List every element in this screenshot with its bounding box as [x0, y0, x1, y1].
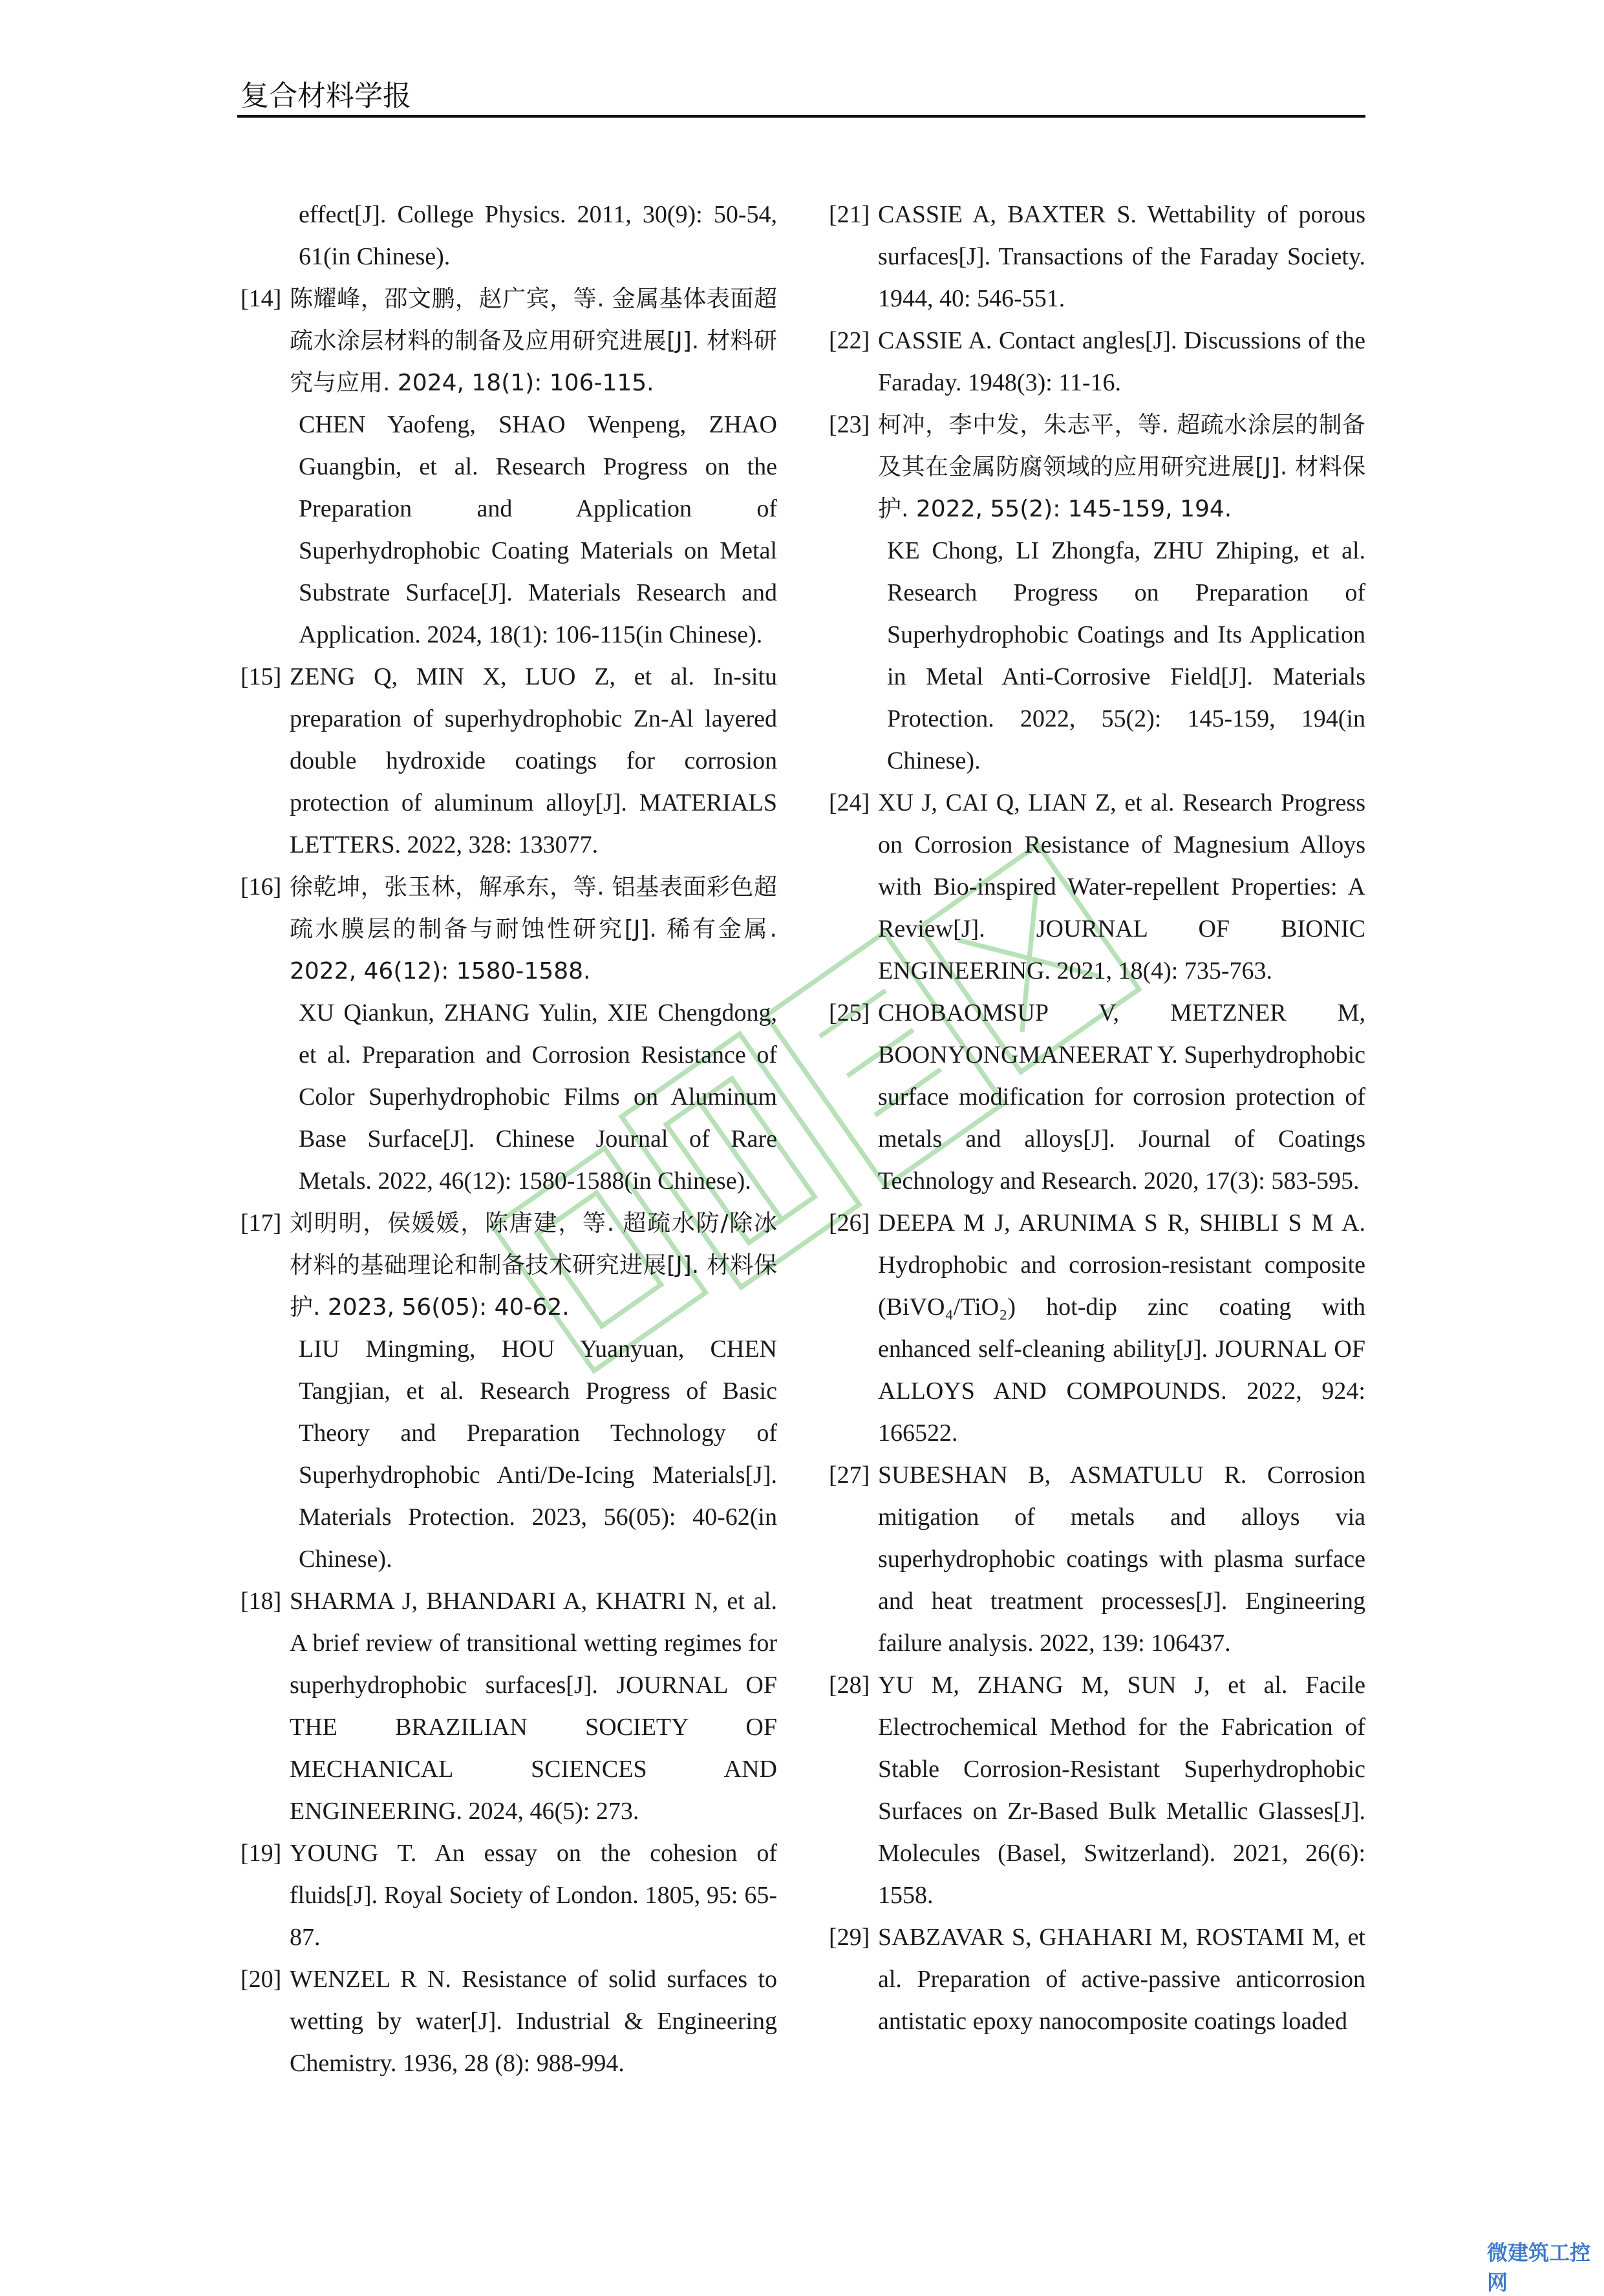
reference-item-18 — [241, 1580, 777, 1833]
reference-item-25 — [829, 992, 1365, 1202]
reference-number: [25] — [829, 999, 870, 1026]
reference-item-16 — [241, 866, 777, 1202]
reference-number: [28] — [829, 1672, 870, 1699]
reference-item-24 — [829, 782, 1365, 992]
reference-translation: CHEN Yaofeng, SHAO Wenpeng, ZHAO Guangbin, et al. Research Progress on the Preparation and Application of Superhydrophobic Coating Materials on Metal Substrate Surface[J]. Materials Research and Application. 2024, 18(1): 106-115(in Chinese). — [299, 411, 777, 648]
reference-text: 徐乾坤，张玉林，解承东，等. 铝基表面彩色超疏水膜层的制备与耐蚀性研究[J]. 稀有金属. 2022, 46(12): 1580-1588. — [290, 874, 777, 984]
reference-item-21 — [829, 194, 1365, 320]
reference-text: 柯冲，李中发，朱志平，等. 超疏水涂层的制备及其在金属防腐领域的应用研究进展[J]. 材料保护. 2022, 55(2): 145-159, 194. — [878, 412, 1365, 522]
reference-text: SHARMA J, BHANDARI A, KHATRI N, et al. A brief review of transitional wetting regimes for superhydrophobic surfaces[J]. JOURNAL OF THE BRAZILIAN SOCIETY OF MECHANICAL SCIENCES AND ENGINEERING. 2024, 46(5): 273. — [290, 1588, 777, 1825]
reference-text: CHOBAOMSUP V, METZNER M, BOONYONGMANEERAT Y. Superhydrophobic surface modification for corrosion protection of metals and alloys[J]. Journal of Coatings Technology and Research. 2020, 17(3): 583-595. — [878, 999, 1366, 1195]
reference-text: SABZAVAR S, GHAHARI M, ROSTAMI M, et al. Preparation of active-passive anticorrosion antistatic epoxy nanocomposite coatings loaded — [878, 1924, 1365, 2035]
reference-number: [26] — [829, 1209, 870, 1237]
reference-number: [17] — [241, 1209, 282, 1237]
reference-number: [22] — [829, 327, 870, 354]
reference-translation: XU Qiankun, ZHANG Yulin, XIE Chengdong, et al. Preparation and Corrosion Resistance of Color Superhydrophobic Films on Aluminum Base Surface[J]. Chinese Journal of Rare Metals. 2022, 46(12): 1580-1588(in Chinese). — [299, 999, 777, 1195]
reference-item-23 — [829, 404, 1365, 782]
journal-title: 复合材料学报 — [241, 80, 411, 112]
reference-text: 陈耀峰，邵文鹏，赵广宾，等. 金属基体表面超疏水涂层材料的制备及应用研究进展[J]. 材料研究与应用. 2024, 18(1): 106-115. — [290, 286, 777, 396]
reference-number: [21] — [829, 201, 870, 228]
reference-number: [29] — [829, 1924, 870, 1951]
reference-number: [19] — [241, 1840, 282, 1867]
reference-item-27 — [829, 1454, 1365, 1664]
reference-number: [27] — [829, 1462, 870, 1489]
reference-text: DEEPA M J, ARUNIMA S R, SHIBLI S M A. Hydrophobic and corrosion-resistant composite (BiVO₄/TiO₂) hot-dip zinc coating with enhanced self-cleaning ability[J]. JOURNAL OF ALLOYS AND COMPOUNDS. 2022, 924: 166522. — [878, 1209, 1365, 1447]
reference-translation: KE Chong, LI Zhongfa, ZHU Zhiping, et al. Research Progress on Preparation of Superhydrophobic Coatings and Its Application in Metal Anti-Corrosive Field[J]. Materials Protection. 2022, 55(2): 145-159, 194(in Chinese). — [887, 537, 1365, 774]
reference-item-19 — [241, 1833, 777, 1959]
reference-item-26 — [829, 1202, 1365, 1454]
reference-text: CASSIE A, BAXTER S. Wettability of porous surfaces[J]. Transactions of the Faraday Society. 1944, 40: 546-551. — [878, 201, 1365, 312]
left-reference-column — [241, 194, 777, 2085]
reference-text: YOUNG T. An essay on the cohesion of fluids[J]. Royal Society of London. 1805, 95: 65-87. — [290, 1840, 777, 1951]
reference-item-28 — [829, 1664, 1365, 1917]
reference-number: [16] — [241, 873, 282, 900]
reference-number: [20] — [241, 1966, 282, 1993]
reference-number: [14] — [241, 285, 282, 312]
reference-continuation: effect[J]. College Physics. 2011, 30(9): 50-54, 61(in Chinese). — [299, 201, 777, 270]
reference-number: [18] — [241, 1588, 282, 1615]
reference-text: ZENG Q, MIN X, LUO Z, et al. In-situ preparation of superhydrophobic Zn-Al layered double hydroxide coatings for corrosion protection of aluminum alloy[J]. MATERIALS LETTERS. 2022, 328: 133077. — [290, 663, 777, 858]
reference-text: WENZEL R N. Resistance of solid surfaces to wetting by water[J]. Industrial & Engineering Chemistry. 1936, 28 (8): 988-994. — [290, 1966, 777, 2077]
reference-number: [23] — [829, 411, 870, 438]
reference-number: [15] — [241, 663, 282, 690]
site-watermark-text: 微建筑工控网 — [1487, 2240, 1591, 2295]
header-divider — [237, 115, 1365, 118]
reference-item-22 — [829, 320, 1365, 404]
reference-text: YU M, ZHANG M, SUN J, et al. Facile Electrochemical Method for the Fabrication of Stable Corrosion-Resistant Superhydrophobic Surfaces on Zr-Based Bulk Metallic Glasses[J]. Molecules (Basel, Switzerland). 2021, 26(6): 1558. — [878, 1672, 1365, 1909]
right-reference-column — [829, 194, 1365, 2043]
reference-text: 刘明明，侯媛媛，陈唐建，等. 超疏水防/除冰材料的基础理论和制备技术研究进展[J]. 材料保护. 2023, 56(05): 40-62. — [290, 1210, 777, 1321]
reference-item-14 — [241, 278, 777, 656]
reference-text: XU J, CAI Q, LIAN Z, et al. Research Progress on Corrosion Resistance of Magnesium Alloys with Bio-inspired Water-repellent Properties: A Review[J]. JOURNAL OF BIONIC ENGINEERING. 2021, 18(4): 735-763. — [878, 789, 1365, 984]
reference-item-17 — [241, 1202, 777, 1580]
reference-text: CASSIE A. Contact angles[J]. Discussions of the Faraday. 1948(3): 11-16. — [878, 327, 1365, 396]
reference-item-20 — [241, 1959, 777, 2085]
reference-translation: LIU Mingming, HOU Yuanyuan, CHEN Tangjian, et al. Research Progress of Basic Theory and Preparation Technology of Superhydrophobic Anti/De-Icing Materials[J]. Materials Protection. 2023, 56(05): 40-62(in Chinese). — [299, 1335, 777, 1573]
reference-item-15 — [241, 656, 777, 866]
reference-item-29 — [829, 1917, 1365, 2043]
reference-text: SUBESHAN B, ASMATULU R. Corrosion mitigation of metals and alloys via superhydrophobic coatings with plasma surface and heat treatment processes[J]. Engineering failure analysis. 2022, 139: 106437. — [878, 1462, 1365, 1657]
reference-number: [24] — [829, 789, 870, 816]
